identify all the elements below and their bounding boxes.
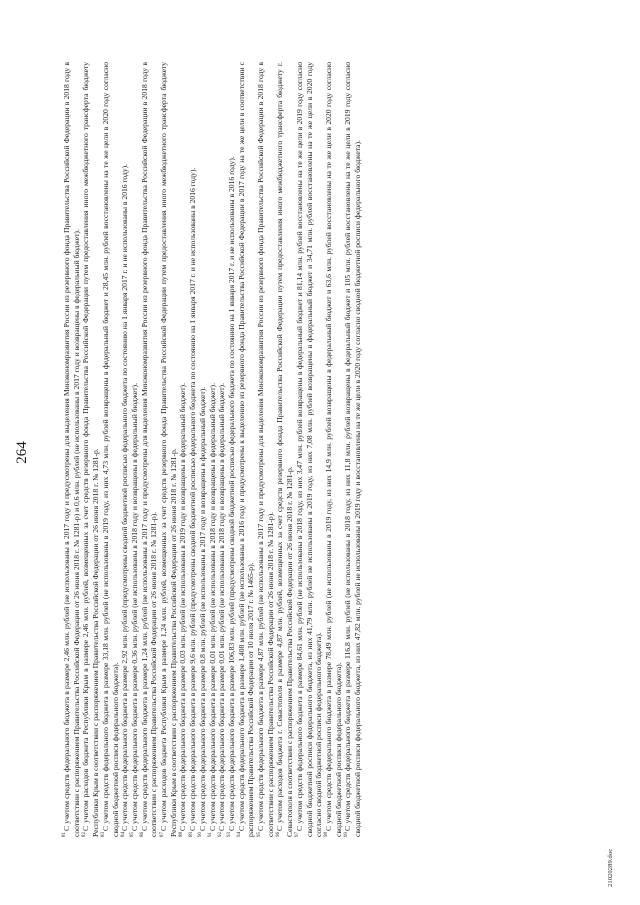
footnote — [178, 62, 188, 837]
footnote-number: 89 — [188, 832, 194, 837]
footnote-text: С учетом расходов бюджета Республики Крым в размере 2,46 млн. рублей, возмещенных за счет средств резервного фонда Правительства Российской Федерации путем предоставления иного межбюджетного трансферта бюджету Республики Крым в соответствии с распоряжением Правительства Российской Федерации от 26 июня 2018 г. № 1281-р. — [81, 62, 101, 837]
footnote-text: С учетом средств федерального бюджета в размере 0,8 млн. рублей (не использованы в 2017 году и возвращены в федеральный бюджет). — [197, 386, 207, 831]
document-code: 21020289.doc — [607, 848, 614, 887]
footnote-number: 84 — [120, 832, 126, 837]
footnote-number: 81 — [62, 832, 68, 837]
footnote-number: 85 — [130, 832, 136, 837]
footnote-number: 97 — [295, 832, 301, 837]
footnote-number: 82 — [81, 832, 87, 837]
footnote — [343, 62, 362, 837]
footnote — [275, 62, 294, 837]
footnote — [217, 62, 227, 837]
footnote-number: 99 — [343, 832, 349, 837]
footnote-number: 96 — [275, 832, 281, 837]
footnote-text: С учетом средств федерального бюджета в размере 0,36 млн. рублей (не использованы в 2018 году и возвращены в федеральный бюджет). — [129, 383, 139, 831]
footnote-number: 98 — [324, 832, 330, 837]
footnote — [227, 62, 237, 837]
footnote — [120, 62, 130, 837]
footnote — [295, 62, 324, 837]
footnote-text: С учетом средств федерального бюджета в размере 0,03 млн. рублей (не использованы в 2019 году и возвращены в федеральный бюджет). — [178, 383, 188, 831]
footnotes-list — [62, 62, 363, 837]
footnote — [256, 62, 275, 837]
footnote-text: С учетом средств федерального бюджета в размере 9,6 млн. рублей (предусмотрены сводной бюджетной росписью федерального бюджета по состоянию на 1 января 2017 г. и не использованы в 2016 году). — [188, 167, 198, 831]
footnote-text: С учетом средств федерального бюджета в размере 1,408 млн. рублей (не использованы в 2016 году и предусмотрены к выделению из резервного фонда Правительства Российской Федерации в 2017 году на те же цели в соответствии с распоряжением Правительства Российской Федерации от 10 июля 2017 г. № 1465-р). — [236, 62, 256, 837]
footnote-text: С учетом средств федерального бюджета в размере 0,01 млн. рублей (не использованы в 2018 году и возвращены в федеральный бюджет). — [207, 383, 217, 831]
footnote-text: С учетом расходов бюджета Республики Крым в размере 1,24 млн. рублей, возмещенных за счет средств резервного фонда Правительства Российской Федерации путем предоставления иного межбюджетного трансферта бюджету Республики Крым в соответствии с распоряжением Правительства Российской Федерации от 26 июня 2018 г. № 1281-р. — [159, 62, 178, 837]
footnote — [81, 62, 100, 837]
footnote-number: 87 — [159, 832, 165, 837]
footnote — [188, 62, 198, 837]
footnote — [62, 62, 81, 837]
footnote-text: С учетом средств федерального бюджета в размере 0,01 млн. рублей (не использованы в 2018 году и возвращены в федеральный бюджет). — [217, 383, 227, 831]
footnote-number: 83 — [101, 832, 107, 837]
footnote-text: С учетом средств федерального бюджета в размере 78,49 млн. рублей (не использованы в 2019 году, из них 14,9 млн. рублей возвращены в федеральный бюджет и 63,6 млн. рублей восстановлены на те же цели в 2020 году согласно сводной бюджетной росписи федерального бюджета). — [323, 62, 343, 837]
footnote-text: С учетом средств федерального бюджета в размере 84,61 млн. рублей (не использованы в 2018 году, из них 3,47 млн. рублей возвращены в федеральный бюджет и 81,14 млн. рублей восстановлены на те же цели в 2019 году согласно сводной бюджетной росписи федерального бюджета, из них 41,79 млн. рублей не использованы в 2019 году, из них 7,08 млн. рублей возвращены в федеральный бюджет и 34,71 млн. рублей восстановлены на те же цели в 2020 году согласно сводной бюджетной росписи федерального бюджета). — [294, 62, 324, 837]
footnote — [208, 62, 218, 837]
footnote — [101, 62, 120, 837]
footnote — [198, 62, 208, 837]
page-number: 264 — [14, 441, 30, 464]
footnote-number: 88 — [178, 832, 184, 837]
footnote-text: С учетом средств федерального бюджета в размере 106,83 млн. рублей (предусмотрены сводной бюджетной росписью федерального бюджета по состоянию на 1 января 2017 г. и не использованы в 2016 году). — [226, 156, 236, 831]
footnote — [324, 62, 343, 837]
footnote-text: С учетом средств федерального бюджета в размере 33,18 млн. рублей (не использованы в 2019 году, из них 4,73 млн. рублей возвращены в федеральный бюджет и 28,45 млн. рублей восстановлены на те же цели в 2020 году согласно сводной бюджетной росписи федерального бюджета). — [100, 62, 120, 837]
footnote-text: С учетом средств федерального бюджета в размере 2,46 млн. рублей (не использованы в 2017 году и предусмотрены для выделения Минэкономразвития России из резервного фонда Правительства Российской Федерации в 2018 году в соответствии с распоряжением Правительства Российской Федерации от 26 июня 2018 г. № 1281-р) и 0,6 млн. рублей (не использованы в 2017 году и возвращены в федеральный бюджет). — [62, 62, 81, 837]
footnote-number: 92 — [217, 832, 223, 837]
footnote-text: С учетом расходов бюджета г. Севастополя в размере 4,87 млн. рублей, возмещенных за счет средств резервного фонда Правительства Российской Федерации путем предоставления иного межбюджетного трансферта бюджету г. Севастополя в соответствии с распоряжением Правительства Российской Федерации от 26 июня 2018 г. № 1281-р. — [275, 62, 295, 837]
footnote-number: 90 — [198, 832, 204, 837]
footnote-text: С учетом средств федерального бюджета в размере 4,87 млн. рублей (не использованы в 2017 году и предусмотрены для выделения Минэкономразвития России из резервного фонда Правительства Российской Федерации в 2018 году в соответствии с распоряжением Правительства Российской Федерации от 26 июня 2018 г. № 1281-р). — [256, 62, 275, 837]
footnote-text: С учетом средств федерального бюджета в размере 1,24 млн. рублей (не использованы в 2017 году и предусмотрены для выделения Минэкономразвития России из резервного фонда Правительства Российской Федерации в 2018 году в соответствии с распоряжением Правительства Российской Федерации от 26 июня 2018 г. № 1281-р). — [139, 62, 159, 837]
footnote — [237, 62, 256, 837]
footnote — [140, 62, 159, 837]
footnote-number: 91 — [208, 832, 214, 837]
footnote — [159, 62, 178, 837]
footnote-number: 94 — [237, 832, 243, 837]
footnote-text: С учетом средств федерального бюджета в размере 2,92 млн. рублей (предусмотрены сводной бюджетной росписью федерального бюджета по состоянию на 1 января 2017 г. и не использованы в 2016 году). — [120, 163, 130, 831]
footnote — [130, 62, 140, 837]
footnote-number: 93 — [227, 832, 233, 837]
footnote-number: 95 — [256, 832, 262, 837]
footnote-text: С учетом средств федерального бюджета в размере 116,8 млн. рублей (не использованы в 2018 году, из них 11,8 млн. рублей возвращены в федеральный бюджет и 105 млн. рублей восстановлены на те же цели в 2019 году согласно сводной бюджетной росписи федерального бюджета, из них 47,82 млн. рублей не использованы в 2019 году и восстановлены на те же цели в 2020 году согласно сводной бюджетной росписи федерального бюджета). — [343, 62, 363, 837]
footnote-number: 86 — [140, 832, 146, 837]
